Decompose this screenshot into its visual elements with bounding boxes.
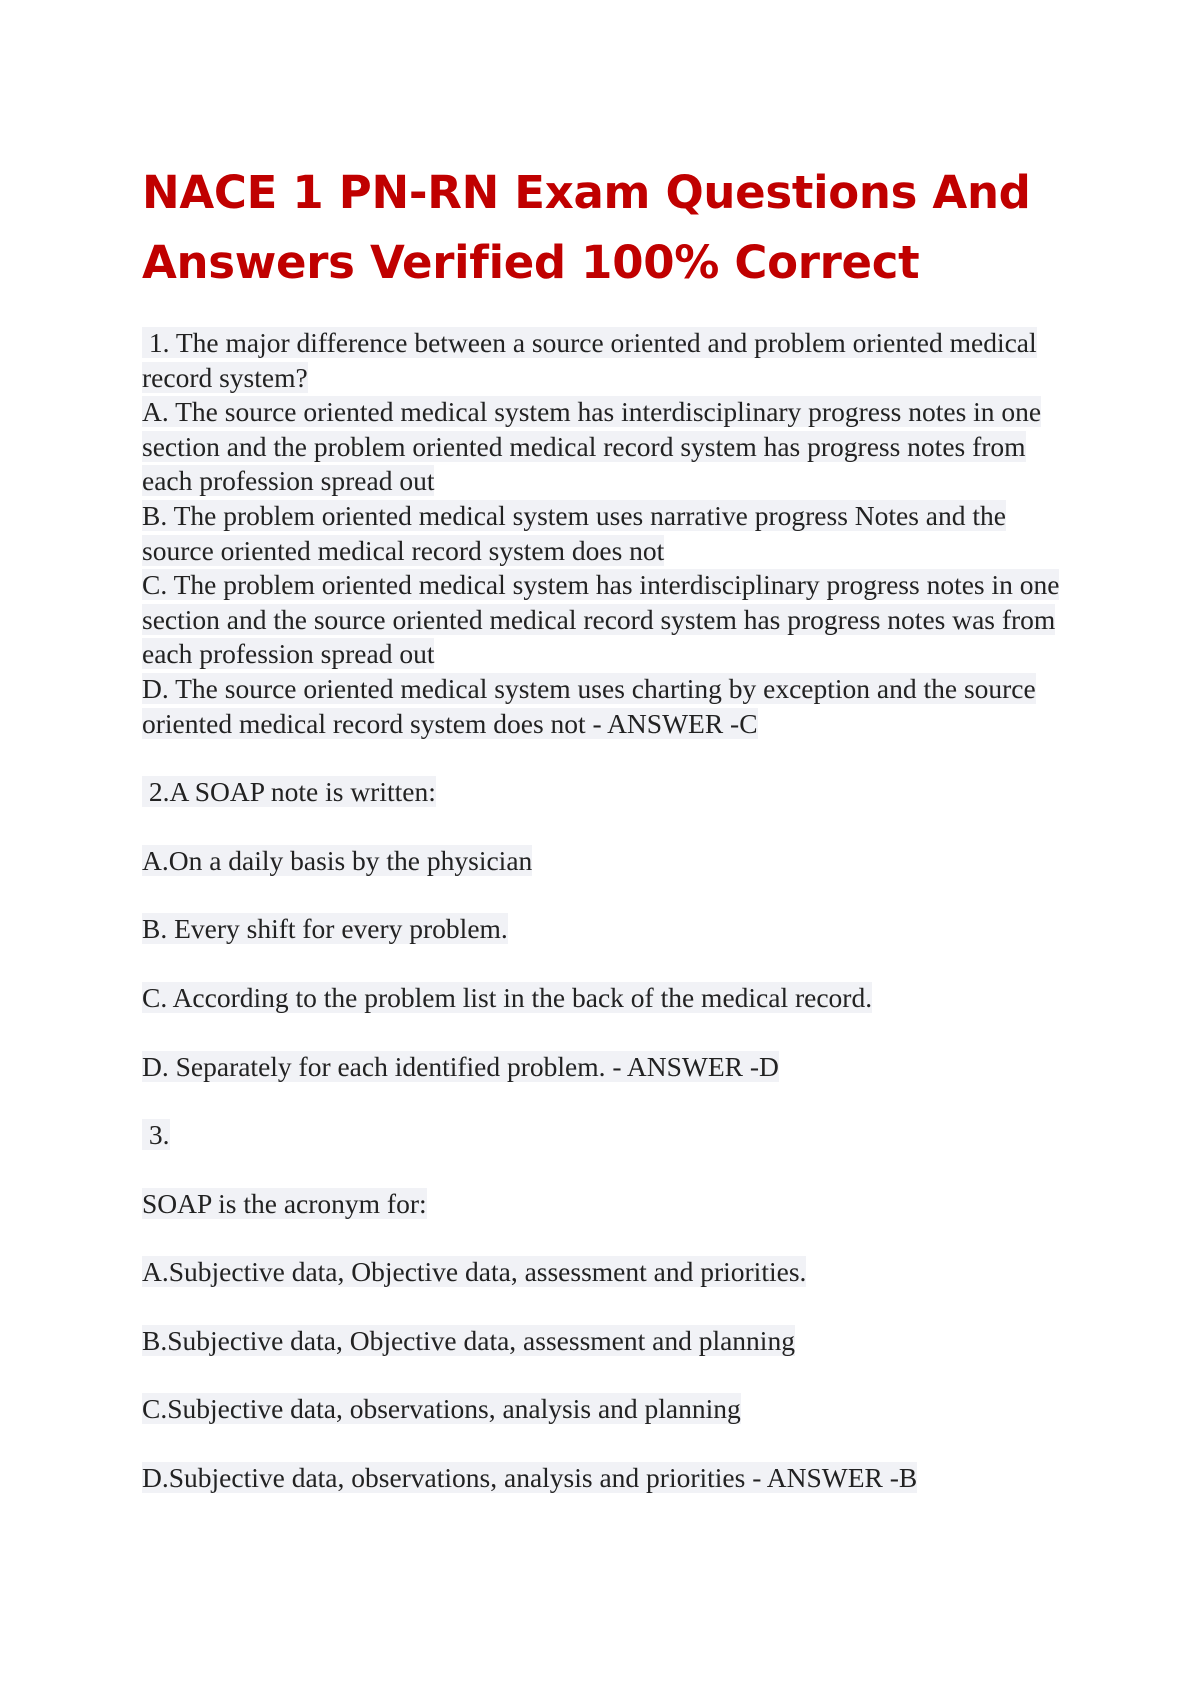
- question-1-option-a-line: section and the problem oriented medical record system has progress notes from: [142, 430, 1026, 462]
- question-2-option-d: D. Separately for each identified problem. - ANSWER -D: [142, 1050, 779, 1082]
- question-1-option-c-line: section and the source oriented medical record system has progress notes was from: [142, 603, 1056, 635]
- question-3-number: 3.: [142, 1119, 170, 1151]
- question-2-option-c: C. According to the problem list in the back of the medical record.: [142, 981, 873, 1013]
- question-1-option-b-line: B. The problem oriented medical system uses narrative progress Notes and the: [142, 499, 1006, 531]
- title-line-2: Answers Verified 100% Correct: [142, 236, 920, 289]
- question-3-option-d: D.Subjective data, observations, analysis and priorities - ANSWER -B: [142, 1462, 918, 1494]
- question-3: [142, 1118, 1082, 1496]
- document-title: [142, 158, 1102, 298]
- question-1-option-c-line: each profession spread out: [142, 638, 435, 670]
- question-3-option-a: A.Subjective data, Objective data, assessment and priorities.: [142, 1256, 807, 1288]
- question-1-option-d-line: D. The source oriented medical system uses charting by exception and the source: [142, 672, 1036, 704]
- document-body: [142, 326, 1082, 1496]
- question-1: [142, 326, 1082, 741]
- question-1-line: record system?: [142, 361, 308, 393]
- question-3-text: SOAP is the acronym for:: [142, 1187, 427, 1219]
- question-1-option-a-line: each profession spread out: [142, 465, 435, 497]
- question-2: [142, 775, 1082, 1084]
- question-3-option-c: C.Subjective data, observations, analysis and planning: [142, 1393, 741, 1425]
- question-2-option-a: A.On a daily basis by the physician: [142, 844, 533, 876]
- question-2-text: 2.A SOAP note is written:: [142, 776, 436, 808]
- question-1-option-b-line: source oriented medical record system does not: [142, 534, 665, 566]
- question-1-option-a-line: A. The source oriented medical system has interdisciplinary progress notes in one: [142, 396, 1042, 428]
- title-line-1: NACE 1 PN-RN Exam Questions And: [142, 166, 1031, 219]
- question-1-line: 1. The major difference between a source oriented and problem oriented medical: [142, 327, 1037, 358]
- question-2-option-b: B. Every shift for every problem.: [142, 913, 508, 945]
- question-3-option-b: B.Subjective data, Objective data, assessment and planning: [142, 1324, 795, 1356]
- question-1-option-d-line: oriented medical record system does not - ANSWER -C: [142, 707, 758, 739]
- question-1-option-c-line: C. The problem oriented medical system has interdisciplinary progress notes in one: [142, 569, 1060, 601]
